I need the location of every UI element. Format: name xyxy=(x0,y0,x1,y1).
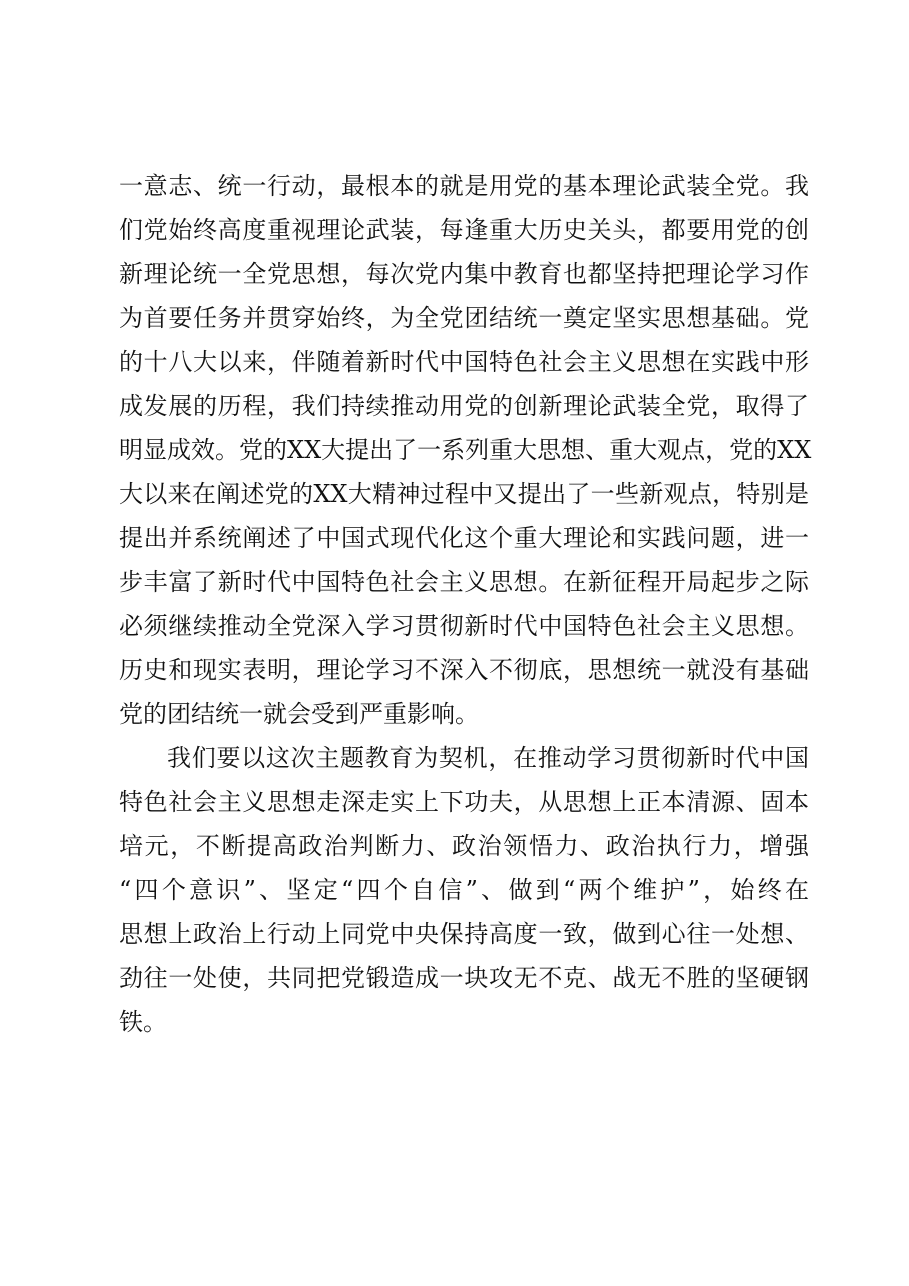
text-line: 新理论统一全党思想，每次党内集中教育也都坚持把理论学习作 xyxy=(119,260,809,288)
body-text xyxy=(119,164,812,1044)
text-line: 特色社会主义思想走深走实上下功夫，从思想上正本清源、固本 xyxy=(119,788,809,816)
text-line: 我们要以这次主题教育为契机，在推动学习贯彻新时代中国 xyxy=(167,744,809,772)
text-line: 提出并系统阐述了中国式现代化这个重大理论和实践问题，进一 xyxy=(119,524,809,552)
text-line: 思想上政治上行动上同党中央保持高度一致，做到心往一处想、 xyxy=(119,920,809,948)
text-line: “四个意识”、坚定“四个自信”、做到“两个维护”，始终在 xyxy=(119,876,809,904)
text-line: 铁。 xyxy=(119,1008,167,1036)
paragraph-1 xyxy=(119,164,812,736)
text-line: 为首要任务并贯穿始终，为全党团结统一奠定坚实思想基础。党 xyxy=(119,304,809,332)
text-line: 必须继续推动全党深入学习贯彻新时代中国特色社会主义思想。 xyxy=(119,612,809,640)
text-line: 劲往一处使，共同把党锻造成一块攻无不克、战无不胜的坚硬钢 xyxy=(119,964,809,992)
text-line: 步丰富了新时代中国特色社会主义思想。在新征程开局起步之际 xyxy=(119,568,809,596)
text-line: 成发展的历程，我们持续推动用党的创新理论武装全党，取得了 xyxy=(119,392,809,420)
text-line: 明显成效。党的XX大提出了一系列重大思想、重大观点，党的XX xyxy=(119,436,812,464)
paragraph-2 xyxy=(119,736,809,1044)
text-line: 一意志、统一行动，最根本的就是用党的基本理论武装全党。我 xyxy=(119,172,809,200)
text-line: 培元，不断提高政治判断力、政治领悟力、政治执行力，增强 xyxy=(119,832,809,860)
text-line: 大以来在阐述党的XX大精神过程中又提出了一些新观点，特别是 xyxy=(119,480,809,508)
text-line: 党的团结统一就会受到严重影响。 xyxy=(119,700,479,728)
text-line: 历史和现实表明，理论学习不深入不彻底，思想统一就没有基础 xyxy=(119,656,809,684)
text-line: 们党始终高度重视理论武装，每逢重大历史关头，都要用党的创 xyxy=(119,216,809,244)
text-line: 的十八大以来，伴随着新时代中国特色社会主义思想在实践中形 xyxy=(119,348,809,376)
